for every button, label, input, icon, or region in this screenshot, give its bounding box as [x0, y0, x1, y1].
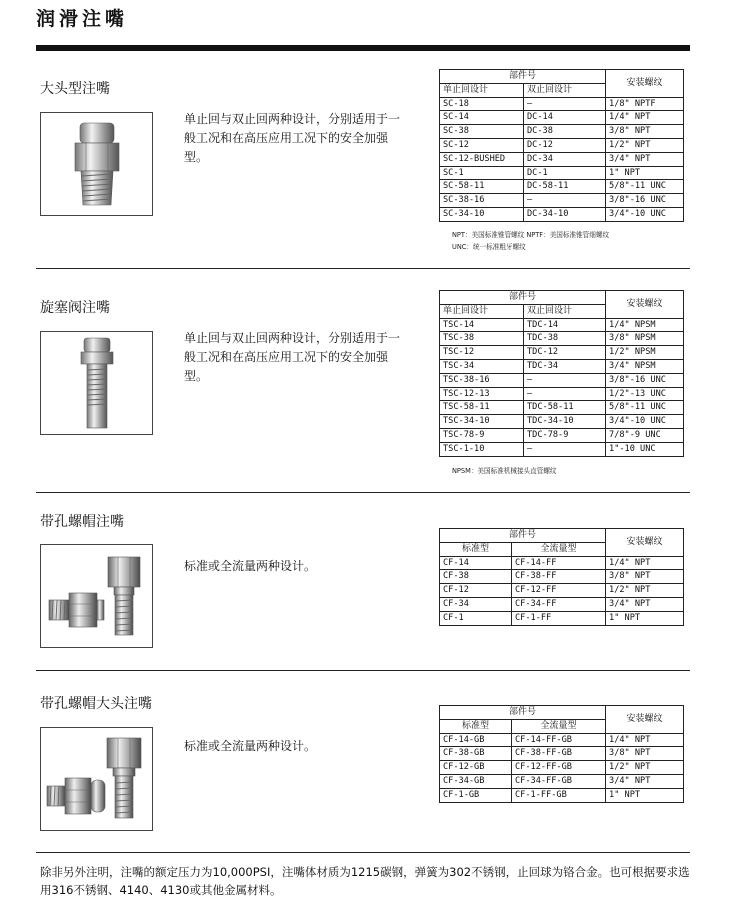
table-row [440, 152, 684, 166]
part-number-cell: CF-14-FF [512, 556, 606, 570]
part-number-cell: – [524, 194, 606, 208]
section-title: 带孔螺帽大头注嘴 [40, 696, 152, 712]
thread-cell: 1/2"-13 UNC [606, 387, 684, 401]
thread-cell: 3/4" NPT [606, 152, 684, 166]
table-row [440, 733, 684, 747]
part-number-cell: TDC-14 [524, 318, 606, 332]
table-row [440, 97, 684, 111]
table-row [440, 194, 684, 208]
table-row [440, 747, 684, 761]
part-number-cell: TSC-78-9 [440, 428, 524, 442]
section-divider [36, 670, 690, 671]
section-divider [36, 852, 690, 853]
thread-cell: 3/8" NPT [606, 570, 684, 584]
product-photo-hex-cap-nipple [40, 544, 153, 648]
thread-header: 安装螺纹 [606, 70, 684, 98]
group-header: 部件号 [440, 291, 606, 305]
part-number-cell: – [524, 387, 606, 401]
part-number-cell: SC-12-BUSHED [440, 152, 524, 166]
part-number-cell: – [524, 373, 606, 387]
part-number-cell: CF-12-FF [512, 584, 606, 598]
col1-header: 单止回设计 [440, 304, 524, 318]
table-row [440, 761, 684, 775]
part-number-cell: DC-34-10 [524, 207, 606, 221]
table-row [440, 570, 684, 584]
group-header: 部件号 [440, 70, 606, 84]
thread-cell: 3/8"-16 UNC [606, 373, 684, 387]
part-number-cell: SC-1 [440, 166, 524, 180]
part-number-cell: TSC-14 [440, 318, 524, 332]
part-number-cell: TDC-78-9 [524, 428, 606, 442]
parts-table [439, 528, 684, 626]
part-number-cell: SC-58-11 [440, 180, 524, 194]
thread-cell: 1/2" NPSM [606, 346, 684, 360]
part-number-cell: TDC-34-10 [524, 415, 606, 429]
thread-cell: 3/8" NPT [606, 125, 684, 139]
table-row [440, 387, 684, 401]
part-number-cell: TDC-12 [524, 346, 606, 360]
part-number-cell: DC-38 [524, 125, 606, 139]
table-note: UNC：统一标准粗牙螺纹 [452, 243, 526, 251]
thread-header: 安装螺纹 [606, 706, 684, 734]
part-number-cell: DC-34 [524, 152, 606, 166]
col1-header: 标准型 [440, 719, 512, 733]
part-number-cell: CF-14-FF-GB [512, 733, 606, 747]
part-number-cell: CF-34 [440, 597, 512, 611]
table-row [440, 597, 684, 611]
table-row [440, 556, 684, 570]
thread-cell: 1/4" NPT [606, 733, 684, 747]
thread-cell: 1" NPT [606, 166, 684, 180]
section-title: 大头型注嘴 [40, 81, 110, 97]
section-description: 单止回与双止回两种设计，分别适用于一般工况和在高压应用工况下的安全加强型。 [184, 112, 401, 164]
part-number-cell: – [524, 442, 606, 456]
thread-cell: 1" NPT [606, 611, 684, 625]
table-row [440, 774, 684, 788]
part-number-cell: CF-38 [440, 570, 512, 584]
part-number-cell: CF-1 [440, 611, 512, 625]
section-divider [36, 268, 690, 269]
part-number-cell: DC-14 [524, 111, 606, 125]
thread-cell: 3/4"-10 UNC [606, 207, 684, 221]
part-number-cell: TSC-58-11 [440, 401, 524, 415]
parts-table [439, 705, 684, 803]
col2-header: 双止回设计 [524, 304, 606, 318]
part-number-cell: CF-38-GB [440, 747, 512, 761]
thread-cell: 5/8"-11 UNC [606, 401, 684, 415]
part-number-cell: SC-14 [440, 111, 524, 125]
table-row [440, 788, 684, 802]
thread-cell: 3/4" NPT [606, 774, 684, 788]
part-number-cell: – [524, 97, 606, 111]
thread-cell: 3/8" NPT [606, 747, 684, 761]
section-description: 标准或全流量两种设计。 [184, 739, 317, 753]
thread-cell: 3/8"-16 UNC [606, 194, 684, 208]
table-row [440, 428, 684, 442]
part-number-cell: SC-12 [440, 138, 524, 152]
table-row [440, 166, 684, 180]
thread-cell: 1/4" NPT [606, 556, 684, 570]
part-number-cell: TDC-34 [524, 359, 606, 373]
table-row [440, 359, 684, 373]
part-number-cell: CF-12-FF-GB [512, 761, 606, 775]
part-number-cell: TSC-1-10 [440, 442, 524, 456]
thread-cell: 5/8"-11 UNC [606, 180, 684, 194]
part-number-cell: TSC-12 [440, 346, 524, 360]
part-number-cell: TSC-12-13 [440, 387, 524, 401]
parts-table [439, 69, 684, 222]
table-row [440, 442, 684, 456]
table-row [440, 415, 684, 429]
table-row [440, 138, 684, 152]
part-number-cell: CF-1-FF-GB [512, 788, 606, 802]
thread-cell: 1/2" NPT [606, 138, 684, 152]
table-row [440, 318, 684, 332]
col2-header: 双止回设计 [524, 83, 606, 97]
table-row [440, 207, 684, 221]
part-number-cell: DC-58-11 [524, 180, 606, 194]
part-number-cell: CF-38-FF-GB [512, 747, 606, 761]
part-number-cell: CF-12 [440, 584, 512, 598]
thread-cell: 1/4" NPSM [606, 318, 684, 332]
thread-cell: 1" NPT [606, 788, 684, 802]
section-title: 旋塞阀注嘴 [40, 300, 110, 316]
table-row [440, 346, 684, 360]
table-row [440, 332, 684, 346]
part-number-cell: CF-1-FF [512, 611, 606, 625]
part-number-cell: CF-1-GB [440, 788, 512, 802]
part-number-cell: TSC-34-10 [440, 415, 524, 429]
page-title: 润滑注嘴 [36, 8, 129, 30]
thread-cell: 1"-10 UNC [606, 442, 684, 456]
thread-cell: 3/4"-10 UNC [606, 415, 684, 429]
section-divider [36, 492, 690, 493]
part-number-cell: SC-34-10 [440, 207, 524, 221]
col1-header: 标准型 [440, 542, 512, 556]
col2-header: 全流量型 [512, 542, 606, 556]
part-number-cell: TSC-34 [440, 359, 524, 373]
parts-table [439, 290, 684, 457]
part-number-cell: CF-14 [440, 556, 512, 570]
thread-cell: 1/4" NPT [606, 111, 684, 125]
product-photo-hex-cap-button-head-nipple [40, 727, 153, 831]
thread-cell: 3/4" NPT [606, 597, 684, 611]
part-number-cell: SC-38 [440, 125, 524, 139]
group-header: 部件号 [440, 706, 606, 720]
thread-cell: 1/2" NPT [606, 584, 684, 598]
part-number-cell: TDC-58-11 [524, 401, 606, 415]
thread-cell: 3/4" NPSM [606, 359, 684, 373]
part-number-cell: TSC-38 [440, 332, 524, 346]
part-number-cell: TSC-38-16 [440, 373, 524, 387]
thread-header: 安装螺纹 [606, 529, 684, 557]
part-number-cell: CF-34-FF [512, 597, 606, 611]
col2-header: 全流量型 [512, 719, 606, 733]
footer-note: 除非另外注明，注嘴的额定压力为10,000PSI，注嘴体材质为1215碳钢，弹簧为302不锈钢，止回球为铬合金。也可根据要求选用316不锈钢、4140、4130或其他金属材料。 [40, 865, 690, 897]
table-row [440, 584, 684, 598]
table-note: NPSM：美国标准机械接头直管螺纹 [452, 467, 557, 475]
part-number-cell: CF-38-FF [512, 570, 606, 584]
thread-cell: 1/8" NPTF [606, 97, 684, 111]
part-number-cell: TDC-38 [524, 332, 606, 346]
table-row [440, 125, 684, 139]
thread-cell: 1/2" NPT [606, 761, 684, 775]
thread-cell: 3/8" NPSM [606, 332, 684, 346]
part-number-cell: DC-1 [524, 166, 606, 180]
table-note: NPT：美国标准锥管螺纹 NPTF：美国标准锥管细螺纹 [452, 231, 610, 239]
section-description: 单止回与双止回两种设计，分别适用于一般工况和在高压应用工况下的安全加强型。 [184, 331, 401, 383]
table-row [440, 373, 684, 387]
col1-header: 单止回设计 [440, 83, 524, 97]
table-row [440, 401, 684, 415]
part-number-cell: CF-34-FF-GB [512, 774, 606, 788]
header-rule [36, 45, 690, 51]
thread-cell: 7/8"-9 UNC [606, 428, 684, 442]
table-row [440, 111, 684, 125]
table-row [440, 180, 684, 194]
part-number-cell: CF-34-GB [440, 774, 512, 788]
part-number-cell: SC-38-16 [440, 194, 524, 208]
product-photo-plug-valve-nipple [40, 331, 153, 435]
part-number-cell: DC-12 [524, 138, 606, 152]
thread-header: 安装螺纹 [606, 291, 684, 319]
part-number-cell: CF-12-GB [440, 761, 512, 775]
table-row [440, 611, 684, 625]
section-description: 标准或全流量两种设计。 [184, 559, 317, 573]
section-title: 带孔螺帽注嘴 [40, 514, 124, 530]
part-number-cell: CF-14-GB [440, 733, 512, 747]
product-photo-grease-nipple [40, 112, 153, 216]
group-header: 部件号 [440, 529, 606, 543]
part-number-cell: SC-18 [440, 97, 524, 111]
